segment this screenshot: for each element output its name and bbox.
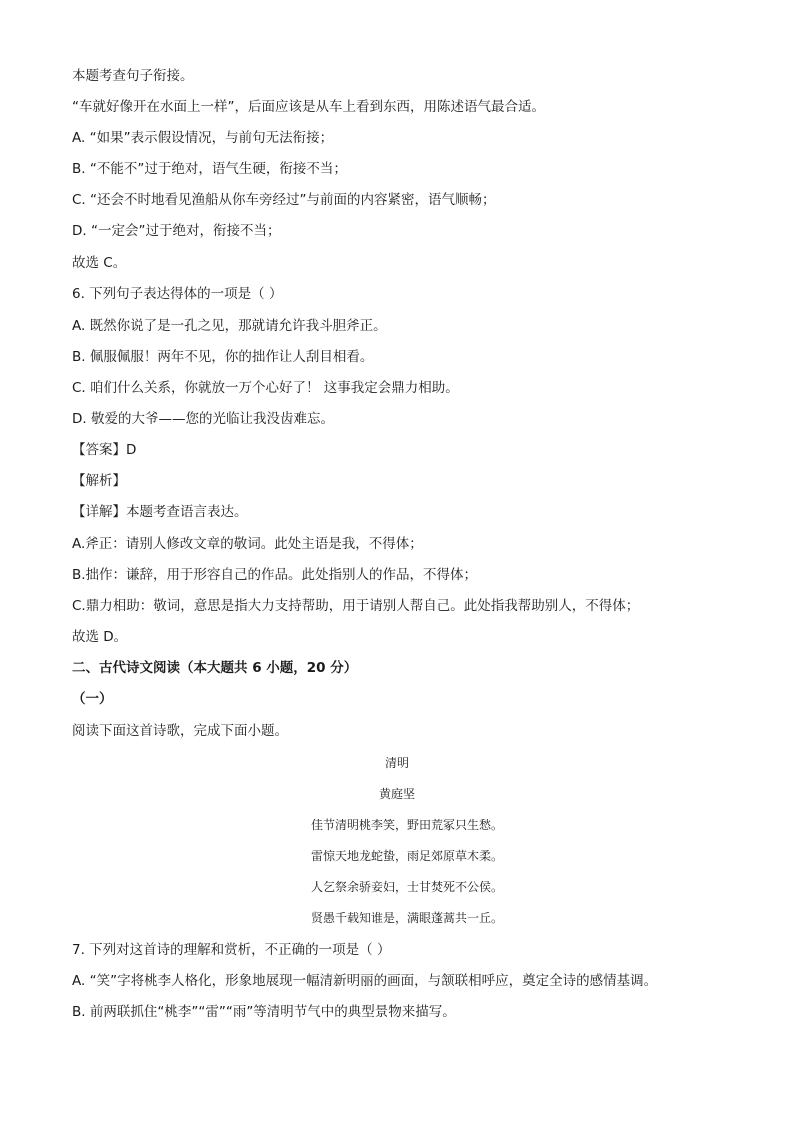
q6-option-d: D. 敬爱的大爷——您的光临让我没齿难忘。 [72,411,334,427]
q5-analysis-option-d: D. “一定会”过于绝对，衔接不当； [72,223,281,239]
q5-analysis-line-1: 本题考查句子衔接。 [72,68,194,84]
poem-author: 黄庭坚 [378,787,415,801]
q5-analysis-line-2: “车就好像开在水面上一样”，后面应该是从车上看到东西，用陈述语气最合适。 [72,99,545,115]
reading-instruction: 阅读下面这首诗歌，完成下面小题。 [72,723,288,739]
q5-analysis-option-a: A. “如果”表示假设情况，与前句无法衔接； [72,130,334,146]
q7-option-b: B. 前两联抓住“桃李”“雷”“雨”等清明节气中的典型景物来描写。 [72,1004,456,1020]
poem-title: 清明 [384,756,409,770]
q6-detail: 【详解】本题考查语言表达。 [72,504,248,520]
q6-note-b: B.拙作：谦辞，用于形容自己的作品。此处指别人的作品，不得体； [72,567,478,583]
q6-answer: 【答案】D [72,442,137,458]
q5-analysis-option-b: B. “不能不”过于绝对，语气生硬，衔接不当； [72,161,347,177]
q6-analysis-tag: 【解析】 [72,473,126,489]
poem-line-3: 人乞祭余骄妾妇，士甘焚死不公侯。 [310,880,503,894]
section-subheading: （一） [72,691,113,707]
poem-line-2: 雷惊天地龙蛇蛰，雨足郊原草木柔。 [310,849,503,863]
q6-note-a: A.斧正：请别人修改文章的敬词。此处主语是我，不得体； [72,536,423,552]
q7-stem: 7. 下列对这首诗的理解和赏析，不正确的一项是（ ） [72,942,391,958]
q6-stem: 6. 下列句子表达得体的一项是（ ） [72,286,283,302]
q6-option-c: C. 咱们什么关系，你就放一万个心好了！ 这事我定会鼎力相助。 [72,380,459,396]
q5-analysis-option-c: C. “还会不时地看见渔船从你车旁经过”与前面的内容紧密，语气顺畅； [72,192,496,208]
q5-conclusion: 故选 C。 [72,255,127,271]
q6-note-c: C.鼎力相助：敬词，意思是指大力支持帮助，用于请别人帮自己。此处指我帮助别人，不得体； [72,598,640,614]
q6-option-a: A. 既然你说了是一孔之见，那就请允许我斗胆斧正。 [72,318,387,334]
poem-line-4: 贤愚千载知谁是，满眼蓬蒿共一丘。 [310,911,503,925]
q6-option-b: B. 佩服佩服！两年不见，你的拙作让人刮目相看。 [72,349,374,365]
section-heading: 二、古代诗文阅读（本大题共 6 小题，20 分） [72,660,358,676]
q6-conclusion: 故选 D。 [72,629,128,645]
q7-option-a: A. “笑”字将桃李人格化，形象地展现一幅清新明丽的画面，与颔联相呼应，奠定全诗的感情基调。 [72,973,658,989]
poem-line-1: 佳节清明桃李笑，野田荒冢只生愁。 [310,818,503,832]
